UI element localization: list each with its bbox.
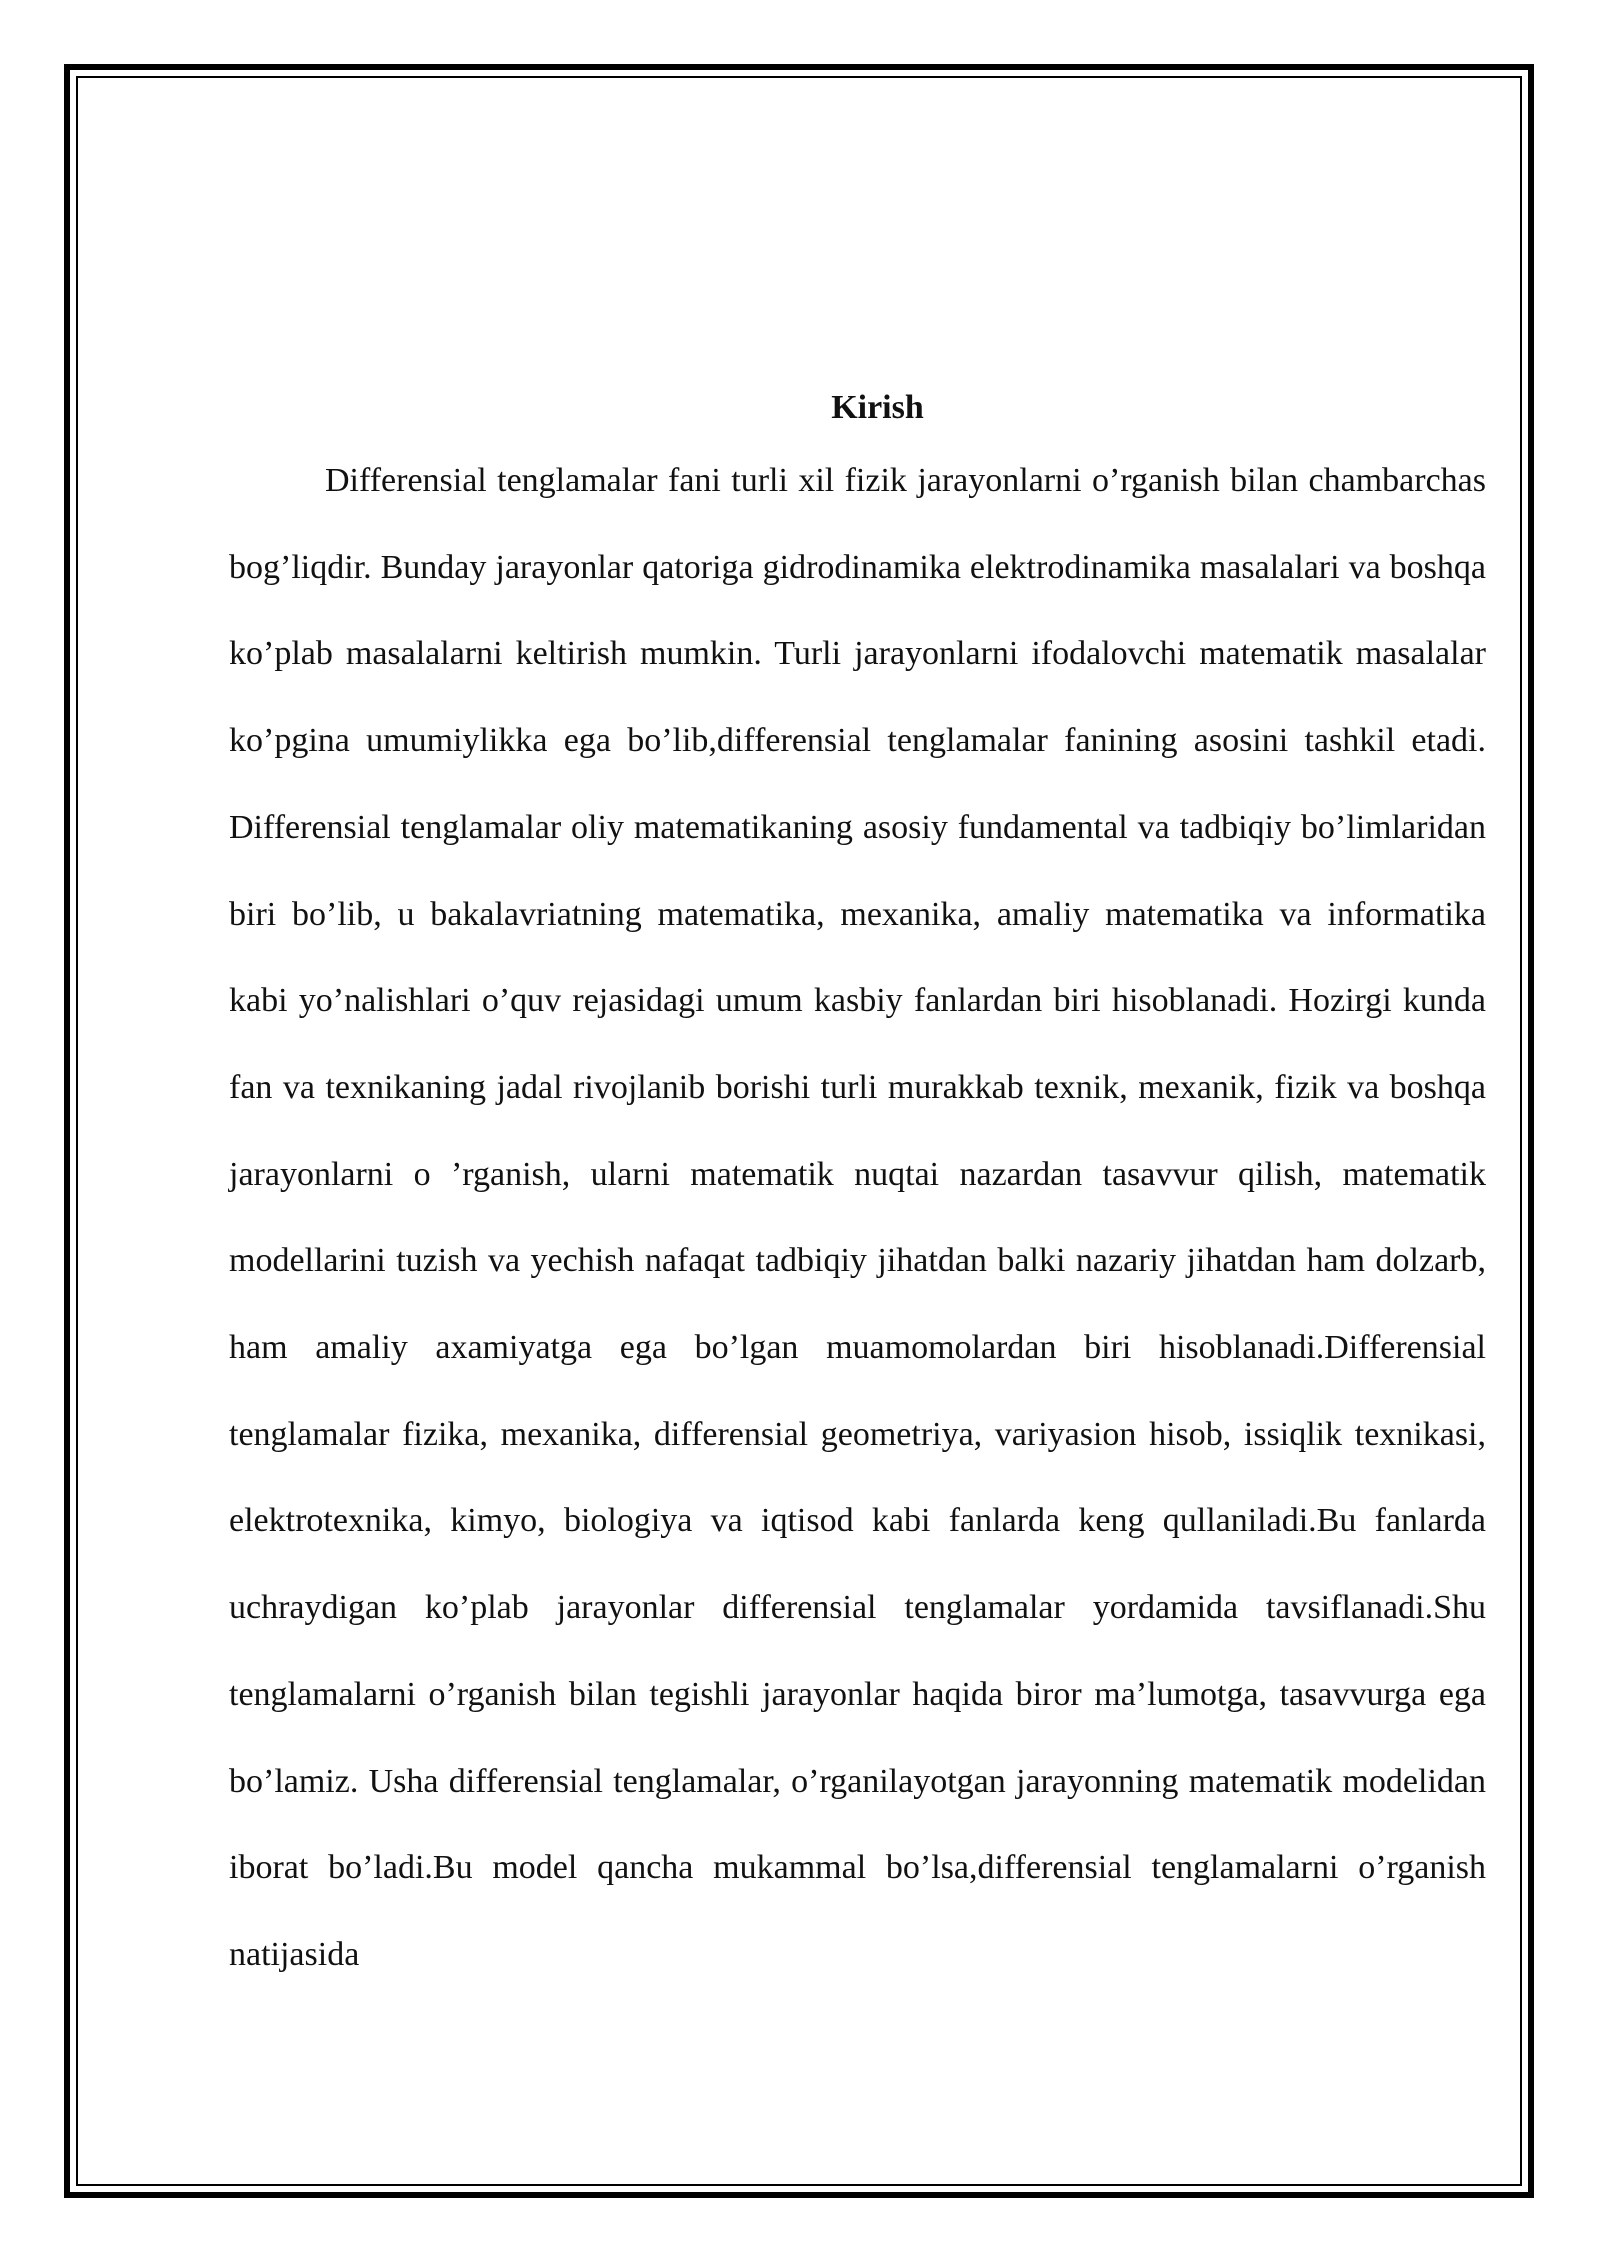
section-title: Kirish [831, 389, 924, 426]
body-paragraph: Differensial tenglamalar fani turli xil fizik jarayonlarni o’rganish bilan chambarchas bog’liqdir. Bunday jarayonlar qatoriga gidrodinamika elektrodinamika masalalari va boshqa ko’plab masalalarni keltirish mumkin. Turli jarayonlarni ifodalovchi matematik masalalar ko’pgina umumiylikka ega bo’lib,differensial tenglamalar fanining asosini tashkil etadi. Differensial tenglamalar oliy matematikaning asosiy fundamental va tadbiqiy bo’limlaridan biri bo’lib, u bakalavriatning matematika, mexanika, amaliy matematika va informatika kabi yo’nalishlari o’quv rejasidagi umum kasbiy fanlardan biri hisoblanadi. Hozirgi kunda fan va texnikaning jadal rivojlanib borishi turli murakkab texnik, mexanik, fizik va boshqa jarayonlarni o ’rganish, ularni matematik nuqtai nazardan tasavvur qilish, matematik modellarini tuzish va yechish nafaqat tadbiqiy jihatdan balki nazariy jihatdan ham dolzarb, ham amaliy axamiyatga ega bo’lgan muamomolardan biri hisoblanadi.Differensial tenglamalar fizika, mexanika, differensial geometriya, variyasion hisob, issiqlik texnikasi, elektrotexnika, kimyo, biologiya va iqtisod kabi fanlarda keng qullaniladi.Bu fanlarda uchraydigan ko’plab jarayonlar differensial tenglamalar yordamida tavsiflanadi.Shu tenglamalarni o’rganish bilan tegishli jarayonlar haqida biror ma’lumotga, tasavvurga ega bo’lamiz. Usha differensial tenglamalar, o’rganilayotgan jarayonning matematik modelidan iborat bo’ladi.Bu model qancha mukammal bo’lsa,differensial tenglamalarni o’rganish natijasida [229, 462, 1486, 1973]
page-content [229, 380, 1486, 1999]
